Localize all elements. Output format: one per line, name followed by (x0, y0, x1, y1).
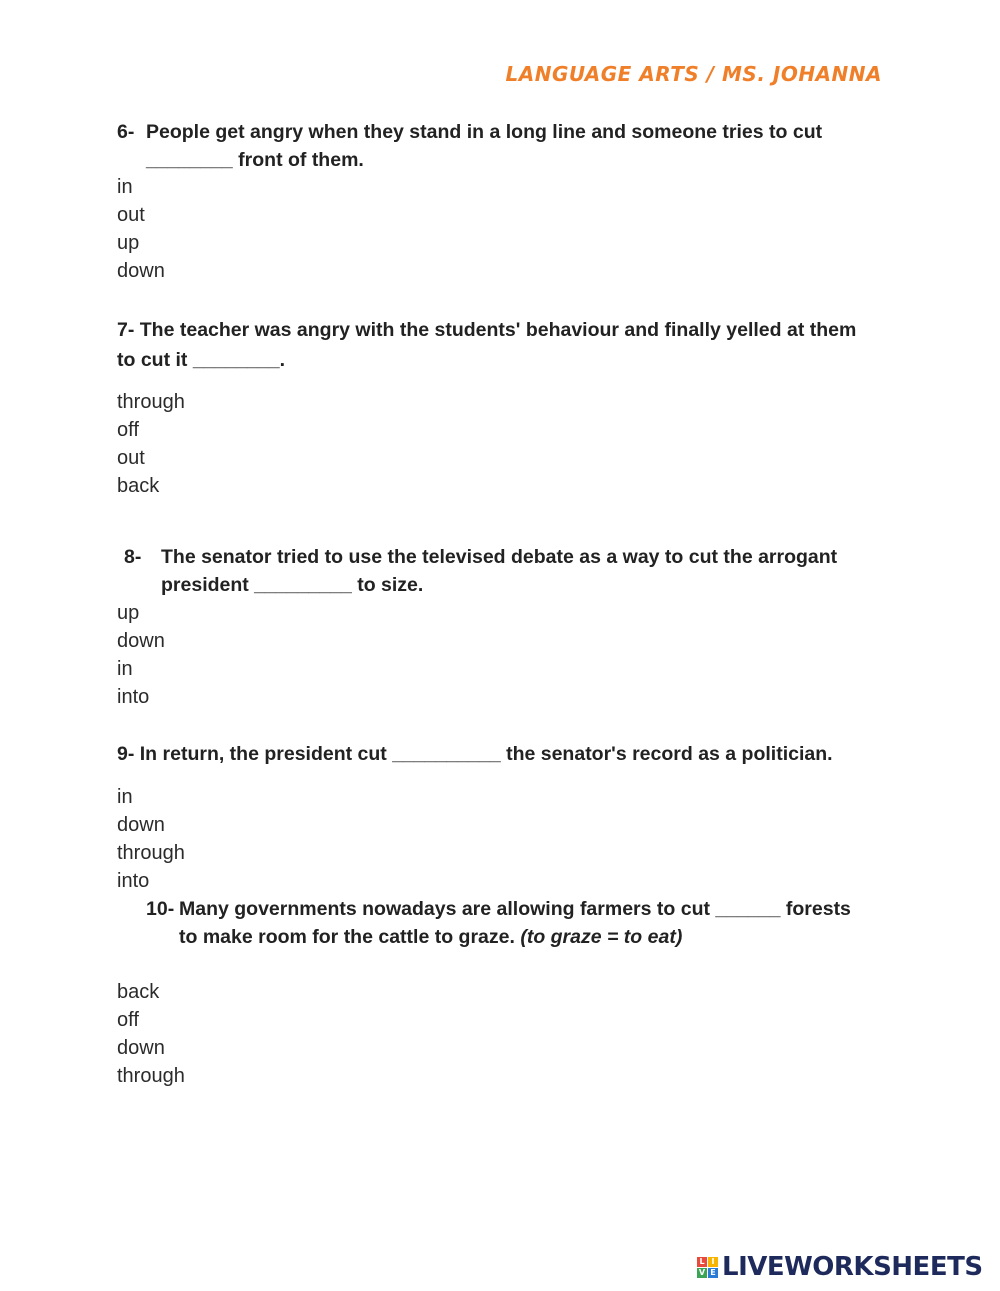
question-7 (117, 315, 887, 375)
logo-letter: L (697, 1257, 707, 1267)
options-7 (117, 388, 185, 500)
answer-option[interactable]: through (117, 391, 185, 413)
question-number: 10- (146, 898, 175, 920)
question-6 (117, 118, 877, 174)
question-8 (124, 543, 884, 599)
answer-option[interactable]: through (117, 1065, 185, 1087)
question-text: In return, the president cut __________ the senator's record as a politician. (139, 743, 833, 765)
question-number: 9- (117, 743, 135, 765)
question-text: president _________ to size. (161, 574, 424, 596)
question-text: ________ front of them. (146, 149, 364, 171)
answer-option[interactable]: through (117, 842, 185, 864)
answer-option[interactable]: down (117, 1037, 165, 1059)
options-8 (117, 599, 165, 711)
answer-option[interactable]: up (117, 602, 140, 624)
answer-option[interactable]: into (117, 870, 150, 892)
question-10 (146, 895, 886, 951)
options-9 (117, 783, 185, 895)
answer-option[interactable]: in (117, 176, 133, 198)
question-text: People get angry when they stand in a long line and someone tries to cut (146, 121, 823, 143)
answer-option[interactable]: into (117, 686, 150, 708)
question-number: 6- (117, 121, 135, 143)
liveworksheets-logo[interactable] (697, 1252, 983, 1282)
answer-option[interactable]: in (117, 786, 133, 808)
worksheet-header: LANGUAGE ARTS / MS. JOHANNA (505, 62, 882, 86)
answer-option[interactable]: off (117, 419, 139, 441)
logo-letter: I (708, 1257, 718, 1267)
answer-option[interactable]: down (117, 260, 165, 282)
live-logo-icon (697, 1257, 718, 1278)
question-text: The teacher was angry with the students' behaviour and finally yelled at them (139, 319, 857, 341)
answer-option[interactable]: out (117, 204, 145, 226)
answer-option[interactable]: up (117, 232, 140, 254)
answer-option[interactable]: back (117, 981, 160, 1003)
question-number: 7- (117, 319, 135, 341)
question-text: The senator tried to use the televised debate as a way to cut the arrogant (161, 546, 838, 568)
answer-option[interactable]: out (117, 447, 145, 469)
options-6 (117, 173, 165, 285)
answer-option[interactable]: down (117, 630, 165, 652)
question-text: Many governments nowadays are allowing farmers to cut ______ forests (179, 898, 851, 920)
answer-option[interactable]: in (117, 658, 133, 680)
answer-option[interactable]: back (117, 475, 160, 497)
options-10 (117, 978, 185, 1090)
logo-letter: E (708, 1268, 718, 1278)
answer-option[interactable]: down (117, 814, 165, 836)
brand-name: LIVEWORKSHEETS (722, 1252, 983, 1282)
question-number: 8- (124, 546, 142, 568)
definition-note: (to graze = to eat) (520, 926, 683, 948)
question-9 (117, 740, 887, 768)
answer-option[interactable]: off (117, 1009, 139, 1031)
question-text: to make room for the cattle to graze. (179, 926, 515, 948)
question-text: to cut it ________. (117, 349, 285, 371)
logo-letter: V (698, 1268, 706, 1277)
